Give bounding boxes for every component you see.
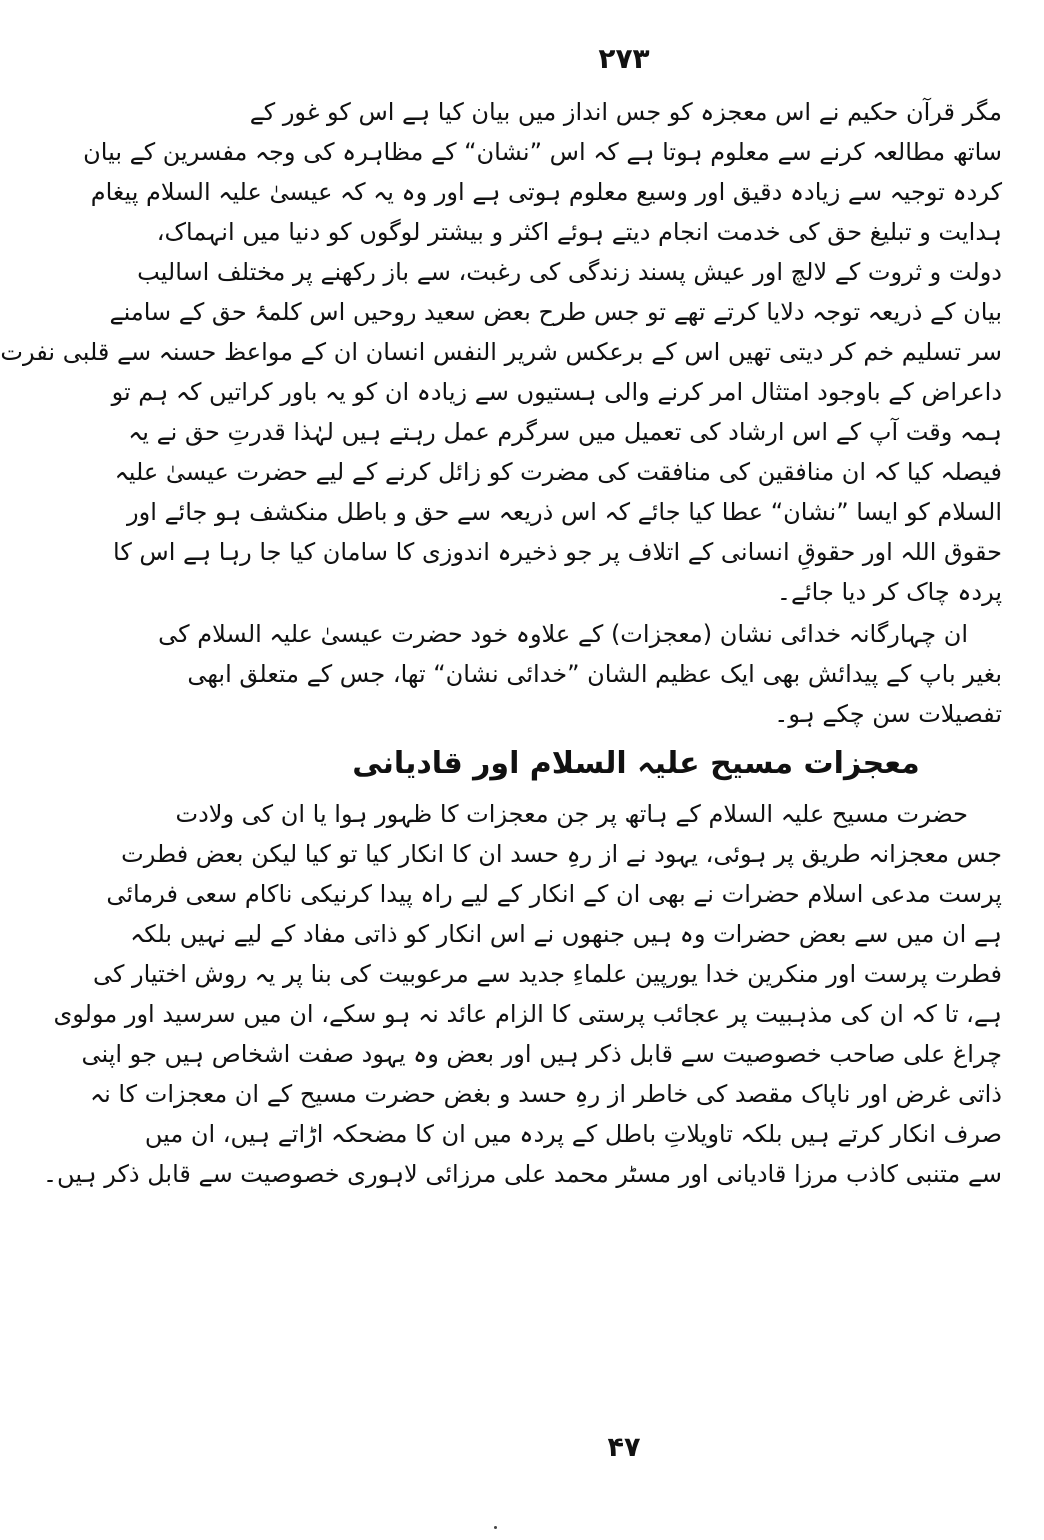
text-line: بغیر باپ کے پیدائش بھی ایک عظیم الشان ”خدائی نشان“ تھا، جس کے متعلق ابھی	[187, 660, 1002, 688]
text-line: فطرت پرست اور منکرین خدا یورپین علماءِ جدید سے مرعوبیت کی بنا پر یہ روش اختیار کی	[92, 960, 1002, 988]
text-line: پرست مدعی اسلام حضرات نے بھی ان کے انکار کے لیے راہ پیدا کرنیکی ناکام سعی فرمائی	[106, 880, 1002, 908]
text-line: دولت و ثروت کے لالچ اور عیش پسند زندگی کی رغبت، سے باز رکھنے پر مختلف اسالیب	[137, 258, 1002, 286]
text-line: داعراض کے باوجود امتثال امر کرنے والی ہستیوں سے زیادہ ان کو یہ باور کراتیں کہ ہم تو	[111, 378, 1002, 406]
text-line: حضرت مسیح علیہ السلام کے ہاتھ پر جن معجزات کا ظہور ہوا یا ان کی ولادت	[175, 800, 968, 828]
text-line: سر تسلیم خم کر دیتی تھیں اس کے برعکس شریر النفس انسان ان کے مواعظ حسنہ سے قلبی نفرت	[0, 338, 1002, 366]
text-line: مگر قرآن حکیم نے اس معجزہ کو جس انداز میں بیان کیا ہے اس کو غور کے	[249, 98, 1002, 126]
page-body	[0, 92, 1002, 1194]
text-line: ہے ان میں سے بعض حضرات وہ ہیں جنھوں نے اس انکار کو ذاتی مفاد کے لیے نہیں بلکہ	[130, 920, 1002, 948]
text-line: صرف انکار کرتے ہیں بلکہ تاویلاتِ باطل کے پردہ میں ان کا مضحکہ اڑاتے ہیں، ان میں	[144, 1120, 1002, 1148]
text-line: جس معجزانہ طریق پر ہوئی، یہود نے از رہِ حسد ان کا انکار کیا تو کیا لیکن بعض فطرت	[121, 840, 1002, 868]
text-line: حقوق اللہ اور حقوقِ انسانی کے اتلاف پر جو ذخیرہ اندوزی کا سامان کیا جا رہا ہے اس کا	[113, 538, 1002, 566]
text-line: چراغ علی صاحب خصوصیت سے قابل ذکر ہیں اور بعض وہ یہود صفت اشخاص ہیں جو اپنی	[81, 1040, 1002, 1068]
section-heading: معجزات مسیح علیہ السلام اور قادیانی	[352, 746, 920, 781]
text-line: ہے، تا کہ ان کی مذہبیت پر عجائب پرستی کا الزام عائد نہ ہو سکے، ان میں سرسید اور مولوی	[53, 1000, 1002, 1028]
paragraph-qadiani	[42, 794, 1002, 1194]
text-line: تفصیلات سن چکے ہو۔	[774, 700, 1002, 728]
text-line: کردہ توجیہ سے زیادہ دقیق اور وسیع معلوم ہوتی ہے اور وہ یہ کہ عیسیٰ علیہ السلام پیغام	[90, 178, 1002, 206]
top-page-number: ۲۷۳	[598, 42, 650, 75]
text-line: فیصلہ کیا کہ ان منافقین کی منافقت کی مضرت کو زائل کرنے کے لیے حضرت عیسیٰ علیہ	[114, 458, 1002, 486]
text-line: السلام کو ایسا ”نشان“ عطا کیا جائے کہ اس ذریعہ سے حق و باطل منکشف ہو جائے اور	[127, 498, 1002, 526]
text-line: ساتھ مطالعہ کرنے سے معلوم ہوتا ہے کہ اس ”نشان“ کے مظاہرہ کی وجہ مفسرین کے بیان	[83, 138, 1002, 166]
text-line: سے متنبی کاذب مرزا قادیانی اور مسٹر محمد علی مرزائی لاہوری خصوصیت سے قابل ذکر ہیں۔	[42, 1160, 1002, 1188]
paragraph-miracle-interpretation	[0, 92, 1002, 612]
text-line: پردہ چاک کر دیا جائے۔	[776, 578, 1002, 606]
text-line: ان چہارگانہ خدائی نشان (معجزات) کے علاوہ خود حضرت عیسیٰ علیہ السلام کی	[158, 620, 968, 648]
text-line: ہدایت و تبلیغ حق کی خدمت انجام دیتے ہوئے اکثر و بیشتر لوگوں کو دنیا میں انہماک،	[156, 218, 1002, 246]
bottom-page-number: ۴۷	[607, 1432, 641, 1463]
text-line: ہمہ وقت آپ کے اس ارشاد کی تعمیل میں سرگرم عمل رہتے ہیں لہٰذا قدرتِ حق نے یہ	[128, 418, 1002, 446]
scan-speck	[494, 1526, 497, 1529]
text-line: بیان کے ذریعہ توجہ دلایا کرتے تھے تو جس طرح بعض سعید روحیں اس کلمۂ حق کے سامنے	[109, 298, 1002, 326]
text-line: ذاتی غرض اور ناپاک مقصد کی خاطر از رہِ حسد و بغض حضرت مسیح کے ان معجزات کا نہ	[90, 1080, 1002, 1108]
paragraph-birth-sign	[158, 614, 1002, 734]
